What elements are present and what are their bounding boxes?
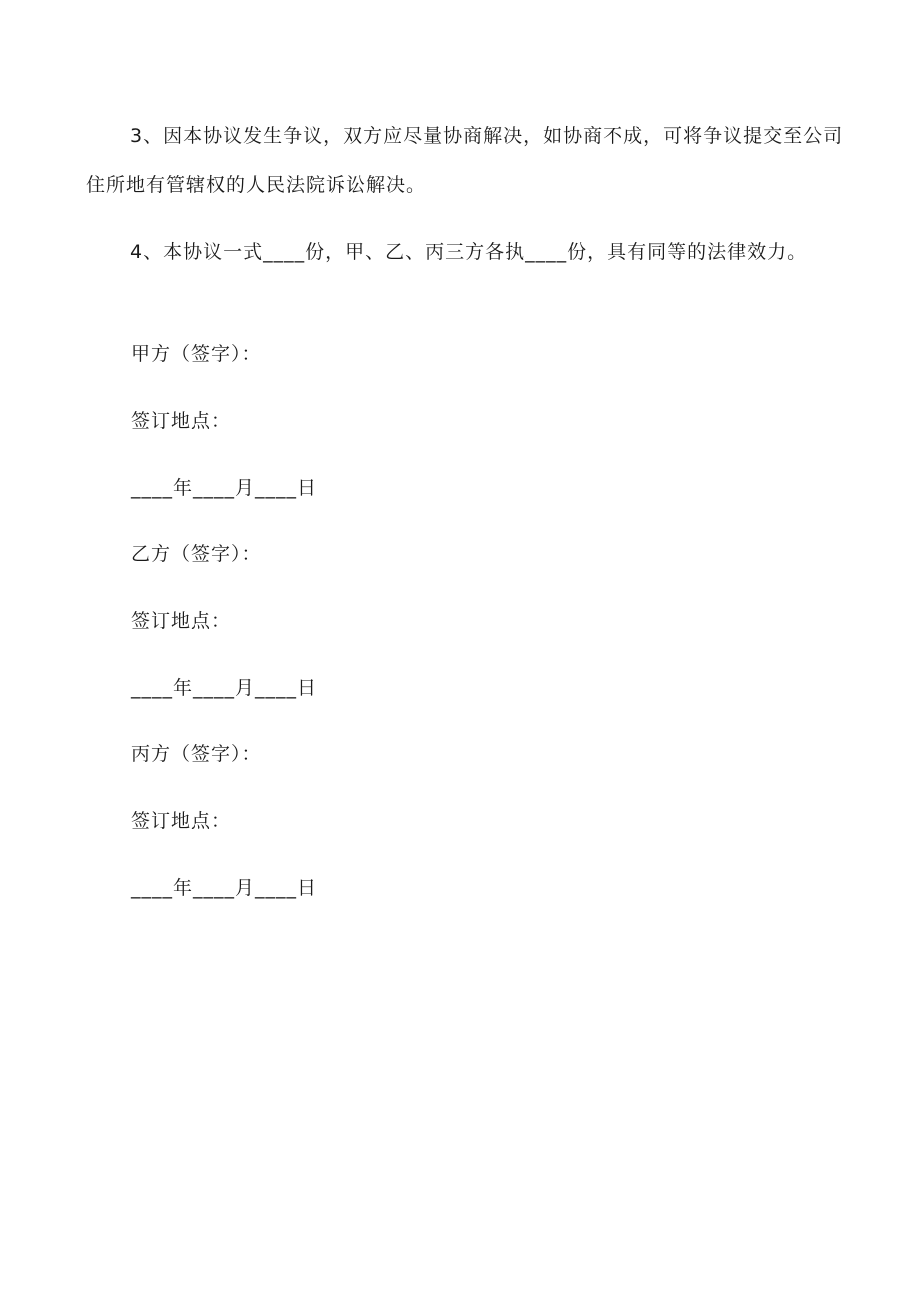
party-b-signature-line: 乙方（签字）：: [131, 543, 262, 565]
party-a-signature-line: 甲方（签字）：: [131, 343, 262, 365]
party-b-date-line: ____年____月____日: [131, 677, 318, 699]
party-b-location-line: 签订地点：: [131, 610, 232, 632]
party-c-date-line: ____年____月____日: [131, 877, 318, 899]
clause-3: 3、因本协议发生争议，双方应尽量协商解决，如协商不成，可将争议提交至公司住所地有管辖权的人民法院诉讼解决。: [86, 125, 844, 196]
party-a-date-line: ____年____月____日: [131, 477, 318, 499]
clause-4: 4、本协议一式____份，甲、乙、丙三方各执____份，具有同等的法律效力。: [130, 241, 808, 263]
party-c-signature-line: 丙方（签字）：: [131, 743, 262, 765]
party-c-location-line: 签订地点：: [131, 810, 232, 832]
party-a-location-line: 签订地点：: [131, 410, 232, 432]
